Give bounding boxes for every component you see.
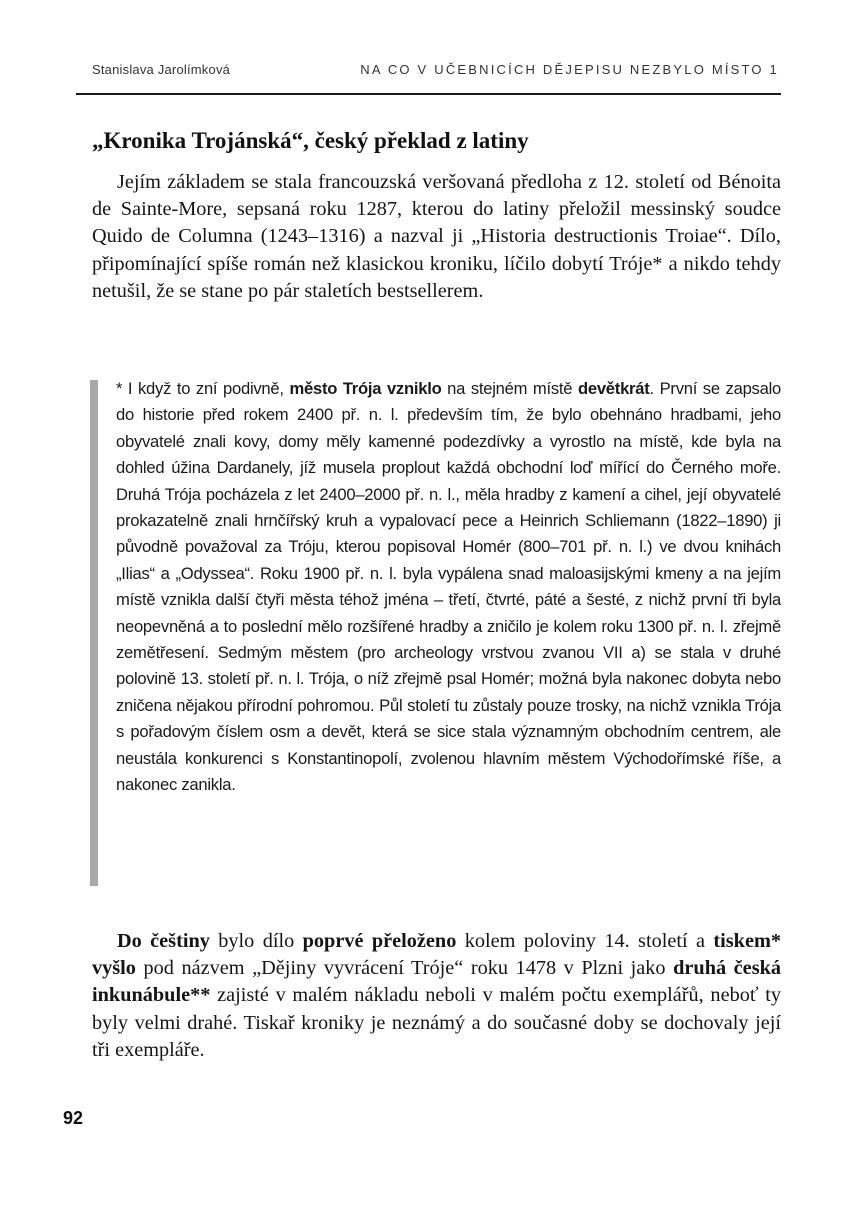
p2-text-1: bylo dílo bbox=[209, 930, 303, 952]
sidebar-bold-troja: město Trója vzniklo bbox=[289, 379, 442, 398]
running-head-author: Stanislava Jarolímková bbox=[92, 62, 231, 77]
paragraph-1: Jejím základem se stala francouzská veršovaná předloha z 12. století od Bénoita de Sainte-More, sepsaná roku 1287, kterou do latiny přeložil messinský soudce Quido de Columna (1243–1316) a nazval ji „Historia destructionis Troiae“. Dílo, připomínající spíše román než klasickou kroniku, líčilo dobytí Tróje* a nikdo tehdy netušil, že se stane po pár staletích bestsellerem. bbox=[92, 171, 781, 302]
p2-text-3: pod názvem „Dějiny vyvrácení Tróje“ roku 1478 v Plzni jako bbox=[135, 957, 674, 980]
p2-bold-1: Do češtiny bbox=[117, 930, 210, 952]
sidebar-mid: na stejném místě bbox=[441, 379, 578, 398]
sidebar-bold-devetkrat: devětkrát bbox=[577, 379, 650, 398]
paragraph-2 bbox=[92, 928, 781, 1064]
p2-bold-2: poprvé přeloženo bbox=[302, 930, 457, 952]
footnote-sidebar bbox=[90, 376, 781, 886]
p2-text-2: kolem poloviny 14. století a bbox=[456, 930, 714, 952]
sidebar-rest: . První se zapsalo do historie před rokem 2400 př. n. l. především tím, že bylo obehnáno hradbami, jeho obyvatelé znali kovy, domy měly kamenné podezdívky a vyrostlo na místě, kde byla na dohled úžina Dardanely, jíž musela proplout každá obchodní loď mířící do Černého moře. Druhá Trója pocházela z let 2400–2000 př. n. l., měla hradby z kamení a cihel, její obyvatelé prokazatelně znali hrnčířský kruh a vypalovací pece a Heinrich Schliemann (1822–1890) ji původně považoval za Tróju, kterou popisoval Homér (800–701 př. n. l.) ve dvou knihách „Ilias“ a „Odyssea“. Roku 1900 př. n. l. byla vypálena snad maloasijskými kmeny a na jejím místě vznikla další čtyři města téhož jména – třetí, čtvrté, páté a šesté, z nichž první tři byla neopevněná a to poslední mělo rozšířené hradby a zničilo je kolem roku 1300 př. n. l. zřejmě zemětřesení. Sedmým městem (pro archeology vrstvou zvanou VII a) se stala v druhé polovině 13. století př. n. l. Trója, o níž zřejmě psal Homér; možná byla nakonec dobyta nebo zničena nějakou přírodní pohromou. Půl století tu zůstaly pouze trosky, na nichž vznikla Trója s pořadovým číslem osm a devět, která se sice stala významným obchodním centrem, ale neustála konkurenci s Konstantinopolí, zvolenou hlavním městem Východořímské říše, a nakonec zanikla. bbox=[116, 379, 781, 795]
p2-bold-3: tiskem* vyšlo bbox=[92, 930, 781, 980]
page-number: 92 bbox=[63, 1108, 84, 1128]
p2-bold-4: druhá česká inkunábule** bbox=[92, 957, 782, 1007]
sidebar-accent-bar bbox=[90, 380, 98, 886]
sidebar-lead: * I když to zní podivně, bbox=[116, 379, 290, 398]
p2-text-4: zajisté v malém nákladu neboli v malém počtu exemplářů, neboť ty byly velmi drahé. Tiskař kroniky je neznámý a do současné doby se dochovaly její tři exempláře. bbox=[92, 984, 781, 1061]
sidebar-text bbox=[116, 376, 781, 799]
running-head-book-title: NA CO V UČEBNICÍCH DĚJEPISU NEZBYLO MÍSTO 1 bbox=[360, 62, 779, 77]
running-head bbox=[92, 62, 779, 77]
section-title: „Kronika Trojánská“, český překlad z latiny bbox=[92, 128, 529, 153]
header-rule bbox=[76, 93, 781, 95]
